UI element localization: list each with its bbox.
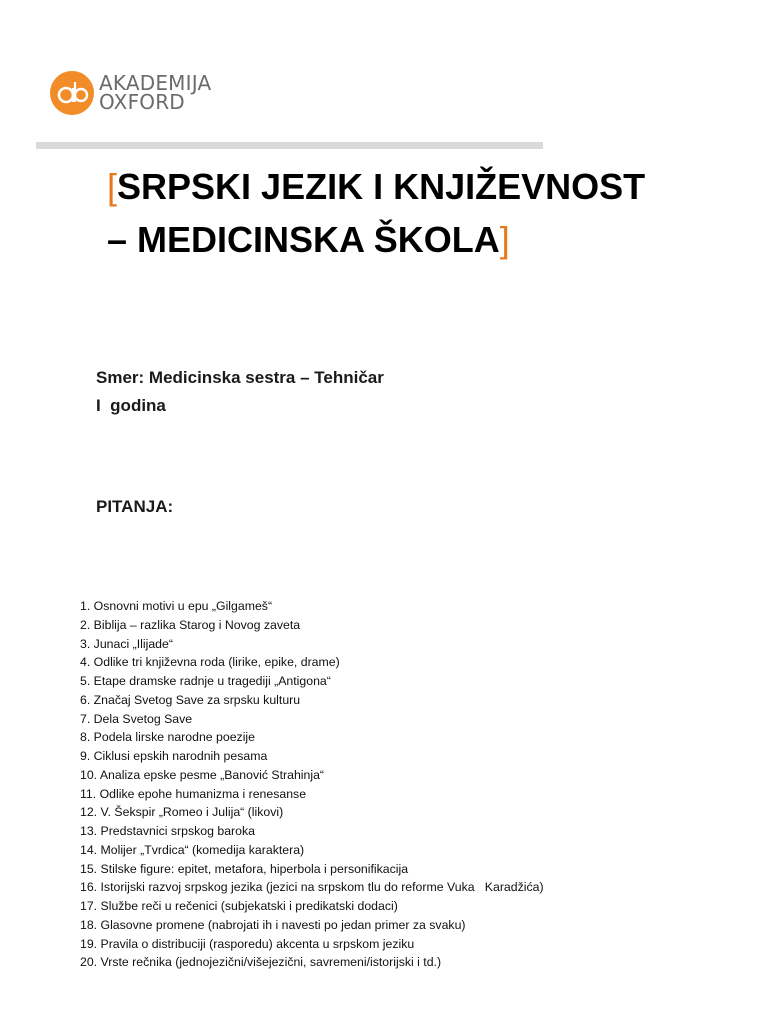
document-title	[107, 160, 667, 266]
question-item: 9. Ciklusi epskih narodnih pesama	[80, 749, 268, 763]
question-item: 8. Podela lirske narodne poezije	[80, 730, 256, 745]
logo-line-2: OXFORD	[99, 90, 185, 114]
question-item: 4. Odlike tri književna roda (lirike, epike, drame)	[80, 655, 340, 670]
question-item: 13. Predstavnici srpskog baroka	[80, 824, 255, 838]
question-item: 12. V. Šekspir „Romeo i Julija“ (likovi)	[80, 805, 284, 820]
questions-heading: PITANJA:	[96, 497, 174, 516]
question-item: 14. Molijer „Tvrdica“ (komedija karaktera)	[80, 842, 305, 857]
godina-line: I godina	[96, 396, 166, 415]
title-text: SRPSKI JEZIK I KNJIŽEVNOST – MEDICINSKA ŠKOLA	[107, 166, 646, 260]
question-item: 3. Junaci „Ilijade“	[80, 636, 173, 651]
title-open-bracket: [	[107, 166, 118, 207]
title-close-bracket: ]	[499, 219, 510, 260]
question-item: 10. Analiza epske pesme „Banović Strahinja“	[80, 767, 325, 782]
question-item: 7. Dela Svetog Save	[80, 711, 193, 726]
questions-list	[80, 597, 544, 972]
logo-line-1: AKADEMIJA	[99, 71, 212, 95]
question-item: 19. Pravila o distribuciji (rasporedu) akcenta u srpskom jeziku	[80, 936, 415, 951]
logo	[49, 70, 211, 116]
smer-line: Smer: Medicinska sestra – Tehničar	[96, 368, 384, 387]
question-item: 17. Službe reči u rečenici (subjekatski i predikatski dodaci)	[80, 899, 398, 913]
question-item: 11. Odlike epohe humanizma i renesanse	[80, 786, 307, 801]
question-item: 18. Glasovne promene (nabrojati ih i navesti po jedan primer za svaku)	[80, 917, 466, 932]
question-item: 2. Biblija – razlika Starog i Novog zaveta	[80, 617, 301, 632]
header-divider	[36, 142, 543, 149]
akademija-oxford-logo-icon	[49, 70, 95, 116]
question-item: 16. Istorijski razvoj srpskog jezika (jezici na srpskom tlu do reforme Vuka Karadžića)	[80, 880, 544, 895]
question-item: 5. Etape dramske radnje u tragediji „Antigona“	[80, 674, 331, 688]
question-item: 15. Stilske figure: epitet, metafora, hiperbola i personifikacija	[80, 861, 409, 876]
question-item: 1. Osnovni motivi u epu „Gilgameš“	[80, 599, 273, 613]
question-item: 6. Značaj Svetog Save za srpsku kulturu	[80, 692, 301, 707]
course-meta	[96, 364, 384, 420]
question-item: 20. Vrste rečnika (jednojezični/višejezični, savremeni/istorijski i td.)	[80, 955, 442, 970]
logo-text	[99, 71, 212, 114]
